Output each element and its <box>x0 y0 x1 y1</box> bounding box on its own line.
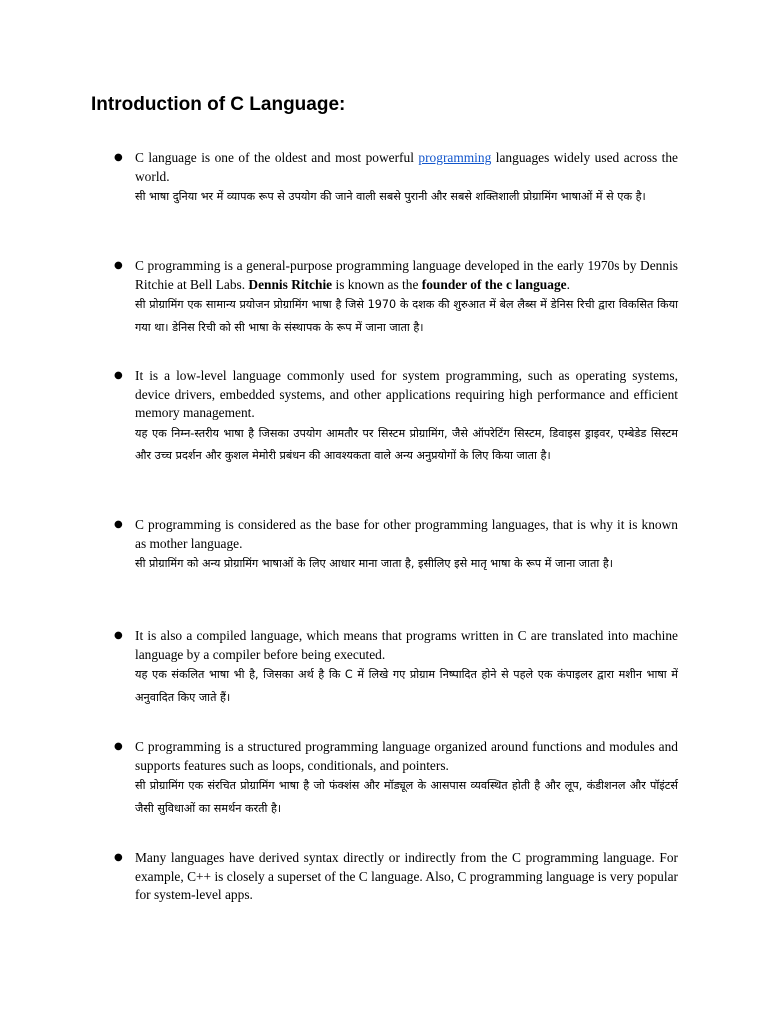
item-hindi-text: सी प्रोग्रामिंग एक संरचित प्रोग्रामिंग भाषा है जो फंक्शंस और मॉड्यूल के आसपास व्यवस्थित होती है और लूप, कंडीशनल और पॉइंटर्स जैसी सुविधाओं का समर्थन करती है। <box>135 779 678 815</box>
item-english-text: C language is one of the oldest and most powerful programming languages widely used across the world. <box>135 150 678 184</box>
bullet-icon: ● <box>114 852 123 863</box>
list-item <box>114 849 678 905</box>
bullet-icon: ● <box>114 630 123 641</box>
bullet-icon: ● <box>114 260 123 271</box>
list-item <box>114 149 678 209</box>
list-item <box>114 367 678 468</box>
item-hindi-text: सी भाषा दुनिया भर में व्यापक रूप से उपयोग की जाने वाली सबसे पुरानी और सबसे शक्तिशाली प्रोग्रामिंग भाषाओं में से एक है। <box>135 190 646 203</box>
bullet-icon: ● <box>114 152 123 163</box>
item-hindi-text: सी प्रोग्रामिंग को अन्य प्रोग्रामिंग भाषाओं के लिए आधार माना जाता है, इसीलिए इसे मातृ भाषा के रूप में जाना जाता है। <box>135 557 614 570</box>
programming-link[interactable]: programming <box>418 150 492 165</box>
list-item <box>114 738 678 820</box>
item-english-text: It is a low-level language commonly used for system programming, such as operating systems, device drivers, embedded systems, and other applications requiring high performance and efficient memory management. <box>135 368 678 420</box>
item-english-text: C programming is a general-purpose programming language developed in the early 1970s by Dennis Ritchie at Bell Labs. Dennis Ritchie is known as the founder of the c language. <box>135 258 678 292</box>
bullet-icon: ● <box>114 370 123 381</box>
list-item <box>114 257 678 339</box>
item-hindi-text: यह एक निम्न-स्तरीय भाषा है जिसका उपयोग आमतौर पर सिस्टम प्रोग्रामिंग, जैसे ऑपरेटिंग सिस्टम, डिवाइस ड्राइवर, एम्बेडेड सिस्टम और उच्च प्रदर्शन और कुशल मेमोरी प्रबंधन की आवश्यकता वाले अन्य अनुप्रयोगों के लिए किया जाता है। <box>135 426 678 462</box>
item-english-text: C programming is considered as the base for other programming languages, that is why it is known as mother language. <box>135 517 678 551</box>
item-english-text: It is also a compiled language, which means that programs written in C are translated into machine language by a compiler before being executed. <box>135 628 678 662</box>
item-hindi-text: यह एक संकलित भाषा भी है, जिसका अर्थ है कि C में लिखे गए प्रोग्राम निष्पादित होने से पहले एक कंपाइलर द्वारा मशीन भाषा में अनुवादित किए जाते हैं। <box>135 668 678 704</box>
item-english-text: C programming is a structured programming language organized around functions and modules and supports features such as loops, conditionals, and pointers. <box>135 739 678 773</box>
item-english-text: Many languages have derived syntax directly or indirectly from the C programming language. For example, C++ is closely a superset of the C language. Also, C programming language is very popular for system-level apps. <box>135 850 678 902</box>
bullet-icon: ● <box>114 519 123 530</box>
page-title: Introduction of C Language: <box>91 94 346 115</box>
list-item <box>114 627 678 709</box>
item-hindi-text: सी प्रोग्रामिंग एक सामान्य प्रयोजन प्रोग्रामिंग भाषा है जिसे 1970 के दशक की शुरुआत में बेल लैब्स में डेनिस रिची द्वारा विकसित किया गया था। डेनिस रिची को सी भाषा के संस्थापक के रूप में जाना जाता है। <box>135 298 678 334</box>
bullet-icon: ● <box>114 741 123 752</box>
list-item <box>114 516 678 576</box>
